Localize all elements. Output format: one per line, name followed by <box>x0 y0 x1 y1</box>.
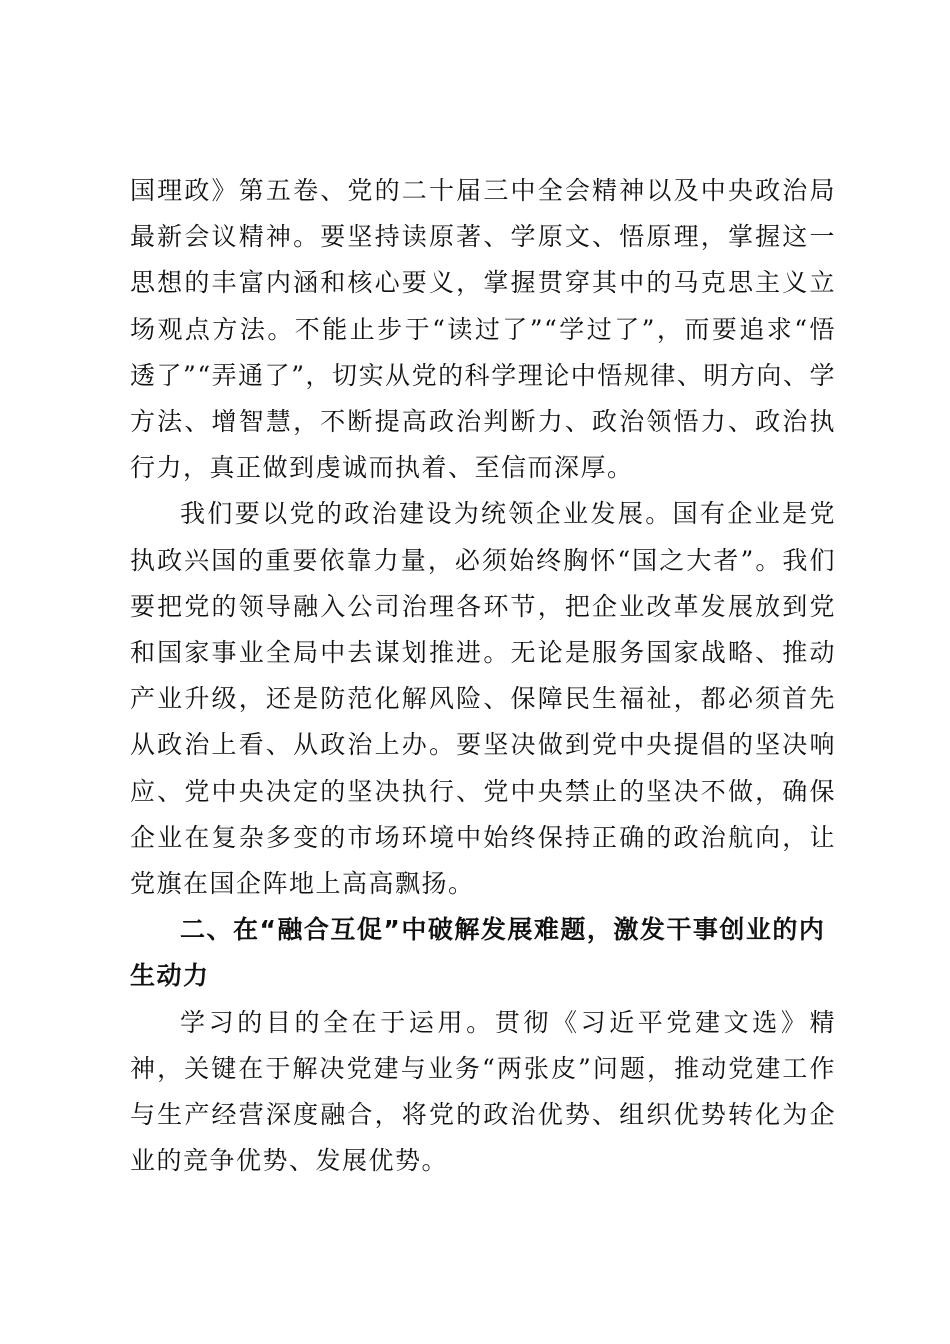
paragraph-learning-purpose: 学习的目的全在于运用。贯彻《习近平党建文选》精神，关键在于解决党建与业务“两张皮”问题，推动党建工作与生产经营深度融合，将党的政治优势、组织优势转化为企业的竞争优势、发展优势。 <box>130 1007 836 1176</box>
paragraph-continued: 国理政》第五卷、党的二十届三中全会精神以及中央政治局最新会议精神。要坚持读原著、学原文、悟原理，掌握这一思想的丰富内涵和核心要义，掌握贯穿其中的马克思主义立场观点方法。不能止步于“读过了”“学过了”，而要追求“悟透了”“弄通了”，切实从党的科学理论中悟规律、明方向、学方法、增智慧，不断提高政治判断力、政治领悟力、政治执行力，真正做到虔诚而执着、至信而深厚。 <box>130 176 836 483</box>
section-heading-two: 二、在“融合互促”中破解发展难题，激发干事创业的内生动力 <box>130 915 826 991</box>
paragraph-political-construction: 我们要以党的政治建设为统领企业发展。国有企业是党执政兴国的重要依靠力量，必须始终胸怀“国之大者”。我们要把党的领导融入公司治理各环节，把企业改革发展放到党和国家事业全局中去谋划推进。无论是服务国家战略、推动产业升级，还是防范化解风险、保障民生福祉，都必须首先从政治上看、从政治上办。要坚决做到党中央提倡的坚决响应、党中央决定的坚决执行、党中央禁止的坚决不做，确保企业在复杂多变的市场环境中始终保持正确的政治航向，让党旗在国企阵地上高高飘扬。 <box>130 499 836 899</box>
document-body <box>130 168 836 1184</box>
